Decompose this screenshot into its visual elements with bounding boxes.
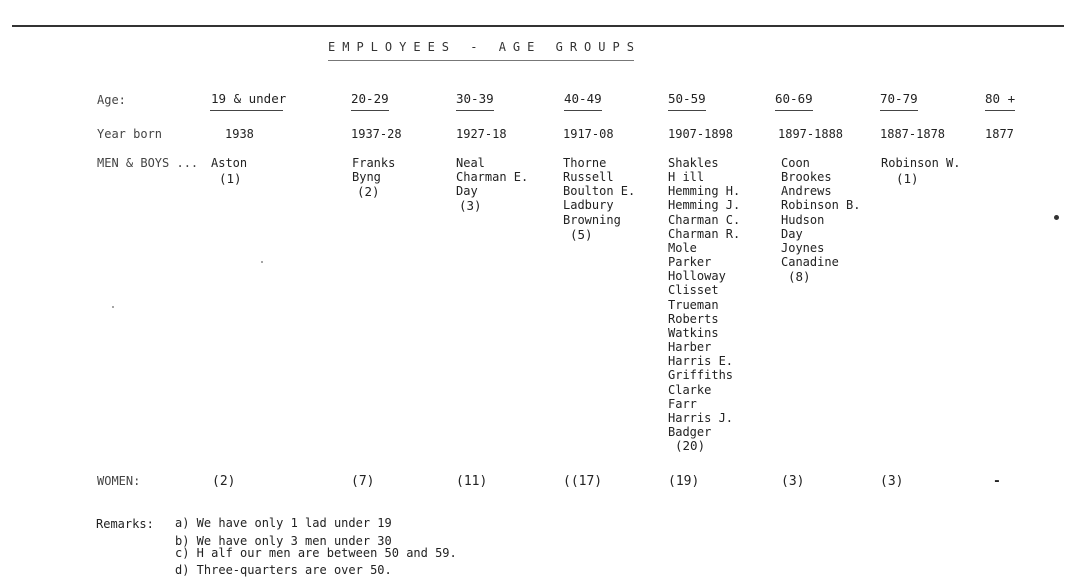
men-names-list	[563, 156, 635, 227]
employee-name: Thorne	[563, 156, 607, 170]
women-row-label: WOMEN:	[97, 474, 141, 488]
age-header: 60-69	[775, 91, 813, 106]
employee-name: Harris E.	[668, 354, 734, 369]
employee-name: Charman C.	[668, 212, 741, 227]
year-row-label: Year born	[97, 127, 163, 141]
employee-name: Ladbury	[563, 198, 614, 213]
scan-speck	[112, 306, 114, 308]
employee-name: Griffiths	[668, 368, 734, 383]
employee-name: Charman E.	[456, 170, 529, 185]
employee-name: H ill	[668, 170, 705, 185]
remark-item: c) H alf our men are between 50 and 59.	[175, 546, 457, 560]
employee-name: Watkins	[668, 325, 719, 340]
age-header-underline	[985, 110, 1015, 111]
employee-name: Browning	[563, 212, 621, 227]
employee-name: Joynes	[781, 240, 825, 255]
age-header: 70-79	[880, 91, 918, 106]
employee-name: Hudson	[781, 212, 825, 227]
employee-name: Hemming J.	[668, 198, 741, 213]
employee-name: Clarke	[668, 382, 712, 397]
employee-name: Harber	[668, 340, 712, 355]
age-header-underline	[668, 110, 706, 111]
employee-name: Clisset	[668, 283, 719, 298]
employee-name: Harris J.	[668, 410, 734, 425]
age-header: 19 & under	[211, 91, 287, 106]
age-header-underline	[210, 110, 283, 111]
employee-name: Roberts	[668, 311, 719, 326]
age-header: 30-39	[456, 91, 494, 106]
men-row-label: MEN & BOYS ...	[97, 156, 199, 170]
employee-name: Hemming H.	[668, 184, 741, 199]
age-header: 40-49	[564, 91, 602, 106]
employee-name: Andrews	[781, 184, 832, 199]
employee-name: Byng	[352, 170, 381, 185]
men-names-list	[881, 156, 960, 170]
employee-name: Badger	[668, 424, 712, 439]
women-count: (19)	[668, 474, 700, 489]
women-count: ((17)	[563, 474, 603, 489]
age-header-underline	[351, 110, 389, 111]
age-header-underline	[564, 110, 602, 111]
remark-item: a) We have only 1 lad under 19	[175, 516, 392, 530]
employee-name: Coon	[781, 156, 810, 170]
year-born-cell: 1907-1898	[668, 127, 734, 141]
age-header-underline	[456, 110, 494, 111]
women-count: (3)	[880, 474, 904, 489]
women-count: (7)	[351, 474, 375, 489]
men-count: (20)	[675, 438, 706, 453]
women-count: (3)	[781, 474, 805, 489]
men-count: (2)	[357, 184, 380, 199]
women-count: (2)	[212, 474, 236, 489]
employee-name: Holloway	[668, 269, 726, 284]
age-row-label: Age:	[97, 93, 126, 107]
men-count: (1)	[896, 171, 919, 186]
men-count: (1)	[219, 171, 242, 186]
employee-name: Parker	[668, 255, 712, 270]
year-born-cell: 1887-1878	[880, 127, 946, 141]
top-rule	[12, 25, 1064, 27]
age-header: 20-29	[351, 91, 389, 106]
age-header: 80 +	[985, 91, 1016, 106]
remark-item: b) We have only 3 men under 30	[175, 534, 392, 548]
scan-speck	[261, 261, 263, 263]
employee-name: Mole	[668, 240, 697, 255]
women-count: -	[993, 474, 1001, 489]
men-names-list	[352, 156, 395, 184]
year-born-cell: 1927-18	[456, 127, 507, 141]
year-born-cell: 1937-28	[351, 127, 402, 141]
age-header: 50-59	[668, 91, 706, 106]
remark-item: d) Three-quarters are over 50.	[175, 563, 392, 577]
men-names-list	[211, 156, 247, 170]
men-count: (3)	[459, 198, 482, 213]
employee-name: Charman R.	[668, 226, 741, 241]
employee-name: Shakles	[668, 156, 719, 170]
employee-name: Day	[781, 226, 803, 241]
men-count: (8)	[788, 269, 811, 284]
scan-speck	[1054, 215, 1059, 220]
employee-name: Franks	[352, 156, 396, 170]
employee-name: Day	[456, 184, 478, 199]
employee-name: Robinson W.	[881, 156, 961, 170]
employee-name: Aston	[211, 156, 248, 170]
employee-name: Neal	[456, 156, 485, 170]
employee-name: Canadine	[781, 255, 839, 270]
year-born-cell: 1877	[985, 127, 1014, 141]
year-born-cell: 1917-08	[563, 127, 614, 141]
women-count: (11)	[456, 474, 488, 489]
men-names-list	[781, 156, 860, 269]
title-underline	[328, 60, 634, 61]
men-names-list	[456, 156, 528, 198]
employee-name: Russell	[563, 170, 614, 185]
year-born-cell: 1938	[225, 127, 254, 141]
age-header-underline	[775, 110, 813, 111]
remarks-label: Remarks:	[96, 517, 154, 531]
men-count: (5)	[570, 227, 593, 242]
age-header-underline	[880, 110, 918, 111]
employee-name: Brookes	[781, 170, 832, 185]
year-born-cell: 1897-1888	[778, 127, 844, 141]
employee-name: Robinson B.	[781, 198, 861, 213]
employee-name: Farr	[668, 396, 697, 411]
employee-name: Trueman	[668, 297, 719, 312]
page-title: EMPLOYEES - AGE GROUPS	[328, 40, 641, 54]
employee-name: Boulton E.	[563, 184, 636, 199]
men-names-list	[668, 156, 740, 439]
